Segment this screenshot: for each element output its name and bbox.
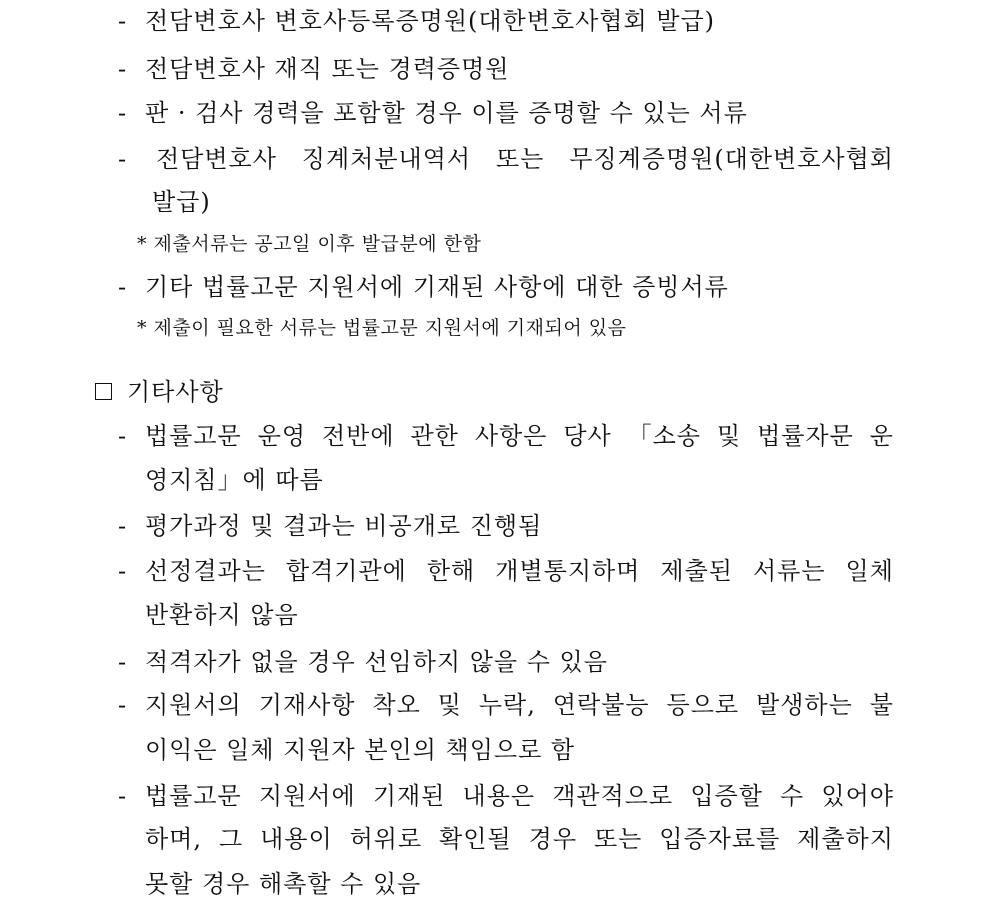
list-item-text — [156, 147, 894, 171]
list-item-continuation: 못할 경우 해촉할 수 있음 — [145, 870, 422, 898]
list-item-continuation: 발급) — [152, 188, 211, 216]
list-item-text: 지원서의 기재사항 착오 및 누락, 연락불능 등으로 발생하는 불 — [145, 691, 894, 719]
section-heading-text: 기타사항 — [127, 378, 224, 406]
word: 또는 — [495, 145, 545, 173]
dash-marker: - — [118, 55, 128, 83]
dash-marker: - — [118, 99, 128, 127]
dash-marker: - — [118, 782, 128, 810]
word: 징계처분내역서 — [301, 145, 472, 173]
list-item-text: 전담변호사 변호사등록증명원(대한변호사협회 발급) — [145, 7, 716, 35]
list-item — [118, 424, 894, 452]
dash-marker: - — [118, 648, 128, 676]
dash-marker: - — [118, 557, 128, 585]
dash-marker: - — [118, 145, 128, 173]
list-item-text: 기타 법률고문 지원서에 기재된 사항에 대한 증빙서류 — [145, 273, 729, 301]
list-item-continuation — [145, 827, 894, 855]
list-item-continuation: 반환하지 않음 — [145, 601, 299, 629]
list-item-text: 판 · 검사 경력을 포함할 경우 이를 증명할 수 있는 서류 — [145, 99, 748, 127]
list-item-text: 평가과정 및 결과는 비공개로 진행됨 — [145, 512, 543, 540]
list-item-text: 법률고문 지원서에 기재된 내용은 객관적으로 입증할 수 있어야 — [145, 782, 894, 810]
note: * 제출이 필요한 서류는 법률고문 지원서에 기재되어 있음 — [137, 317, 627, 339]
word: 전담변호사 — [156, 145, 277, 173]
dash-marker: - — [118, 273, 128, 301]
list-item-text: 적격자가 없을 경우 선임하지 않을 수 있음 — [145, 648, 608, 676]
list-item-text: 선정결과는 합격기관에 한해 개별통지하며 제출된 서류는 일체 — [145, 557, 894, 585]
list-item — [118, 784, 894, 812]
list-item-text: 법률고문 운영 전반에 관한 사항은 당사 「소송 및 법률자문 운 — [145, 422, 894, 450]
list-item-text: 전담변호사 재직 또는 경력증명원 — [145, 55, 510, 83]
word: 무징계증명원(대한변호사협회 — [569, 145, 894, 173]
checkbox-square-icon — [95, 383, 112, 400]
list-item-text: 하며, 그 내용이 허위로 확인될 경우 또는 입증자료를 제출하지 — [145, 825, 894, 853]
list-item-continuation: 영지침」에 따름 — [145, 466, 324, 494]
note: * 제출서류는 공고일 이후 발급분에 한함 — [137, 233, 482, 255]
dash-marker: - — [118, 422, 128, 450]
list-item — [118, 147, 894, 175]
dash-marker: - — [118, 7, 128, 35]
list-item — [118, 693, 894, 721]
list-item-continuation: 이익은 일체 지원자 본인의 책임으로 함 — [145, 736, 576, 764]
dash-marker: - — [118, 512, 128, 540]
dash-marker: - — [118, 691, 128, 719]
list-item — [118, 559, 894, 587]
